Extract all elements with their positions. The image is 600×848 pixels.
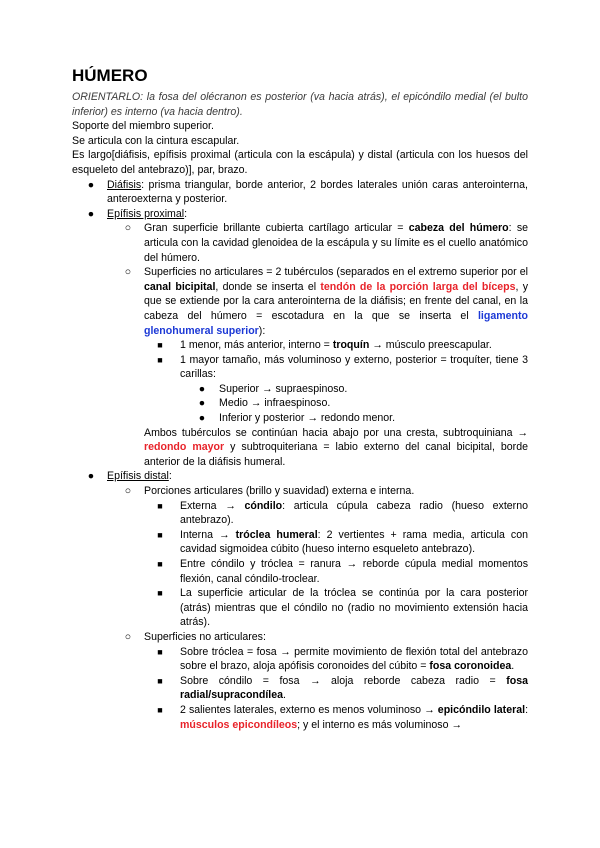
bullet-icon: ● — [87, 470, 95, 483]
diafisis-text: Diáfisis: prisma triangular, borde anterior, 2 bordes laterales unión caras anterointerna, anteroexterna y posterior. — [107, 178, 528, 206]
list-item: ○ Porciones articulares (brillo y suavidad) externa e interna. — [122, 484, 528, 499]
list-item: ■ La superficie articular de la tróclea se continúa por la cara posterior (atrás) mientras que el cóndilo no (radio no movimiento extensión hacia atrás). — [155, 586, 528, 630]
intro-line-1: Soporte del miembro superior. — [72, 120, 214, 133]
bullet-icon: ● — [87, 178, 95, 191]
circle-bullet-icon: ○ — [124, 266, 132, 279]
term-cabeza-humero: cabeza del húmero — [408, 222, 509, 235]
list-item-distal: ● Epífisis distal: — [85, 469, 528, 484]
highlight-tendon-biceps: tendón de la porción larga del bíceps — [320, 280, 516, 293]
list-item-diafisis — [85, 178, 528, 207]
document-page — [72, 66, 528, 732]
square-bullet-icon: ■ — [157, 646, 163, 657]
list-item: ○ Gran superficie brillante cubierta cartílago articular = cabeza del húmero: se articula con la cavidad glenoidea de la escápula y su límite es el cuello anatómico del húmero. — [122, 221, 528, 265]
bullet-icon: ● — [198, 397, 206, 410]
square-bullet-icon: ■ — [157, 340, 163, 351]
highlight-redondo-mayor: redondo mayor — [144, 441, 225, 454]
list-item: ■ 1 menor, más anterior, interno = troquín → músculo preescapular. — [155, 338, 528, 353]
list-item-proximal: ● Epífisis proximal: — [85, 207, 528, 222]
square-bullet-icon: ■ — [157, 704, 163, 715]
list-item: ● Medio → infraespinoso. — [198, 397, 331, 410]
square-bullet-icon: ■ — [157, 529, 163, 540]
term-troclea: tróclea humeral — [235, 528, 318, 541]
circle-bullet-icon: ○ — [124, 630, 132, 643]
bullet-icon: ● — [198, 382, 206, 395]
distal-label: Epífisis distal — [107, 470, 169, 483]
square-bullet-icon: ■ — [157, 559, 163, 569]
square-bullet-icon: ■ — [157, 675, 163, 686]
term-canal-bicipital: canal bicipital — [144, 280, 216, 293]
page-title: HÚMERO — [72, 66, 148, 85]
bullet-icon: ● — [198, 412, 206, 425]
diafisis-label: Diáfisis — [107, 178, 142, 191]
term-troquin: troquín — [332, 339, 370, 352]
list-item: ● Superior → supraespinoso. — [198, 382, 348, 395]
proximal-label: Epífisis proximal — [107, 207, 185, 220]
list-item: ■ Interna → tróclea humeral: 2 vertientes + rama media, articula con cavidad sigmoidea cúbito (hueso interno esqueleto antebrazo). — [155, 528, 528, 557]
square-bullet-icon: ■ — [157, 588, 163, 599]
list-item: ■ 2 salientes laterales, externo es menos voluminoso → epicóndilo lateral: músculos epicondíleos; y el interno es más voluminoso → — [155, 703, 528, 732]
square-bullet-icon: ■ — [157, 500, 163, 511]
term-fosa-radial: fosa radial/supracondílea — [180, 674, 528, 702]
list-item: ■ Sobre tróclea = fosa → permite movimiento de flexión total del antebrazo sobre el brazo, aloja apófisis coronoides del cúbito = fosa coronoidea. — [155, 645, 528, 674]
term-fosa-coronoidea: fosa coronoidea — [429, 660, 512, 673]
highlight-ligamento: ligamento glenohumeral superior — [144, 309, 528, 337]
bullet-icon: ● — [87, 207, 95, 220]
list-item: ■ Sobre cóndilo = fosa → aloja reborde cabeza radio = fosa radial/supracondílea. — [155, 674, 528, 703]
term-condilo: cóndilo — [244, 499, 283, 512]
list-item: ○ Superficies no articulares: — [122, 630, 528, 645]
list-item: ○ Superficies no articulares = 2 tubérculos (separados en el extremo superior por el canal bicipital, donde se inserta el tendón de la porción larga del bíceps, y que se extiende por la cara anterointerna de la diáfisis; en frente del canal, en la cabeza del húmero = escotadura en la que se inserta el ligamento glenohumeral superior): — [122, 265, 528, 338]
list-item: ■ Entre cóndilo y tróclea = ranura → reborde cúpula medial momentos flexión, canal cóndilo-troclear. — [155, 557, 528, 586]
term-epicondilo-lateral: epicóndilo lateral — [437, 703, 526, 716]
intro-line-2: Se articula con la cintura escapular. — [72, 134, 240, 147]
list-item: ● Inferior y posterior → redondo menor. — [198, 412, 396, 425]
orientation-note: ORIENTARLO: la fosa del olécranon es posterior (va hacia atrás), el epicóndilo medial (el bulto inferior) es interno (va hacia dentro). — [72, 91, 528, 118]
tuberculos-continuation: Ambos tubérculos se continúan hacia abajo por una cresta, subtroquiniana → redondo mayor y subtroquiteriana = labio externo del canal bicipital, borde anterior de la diáfisis humeral. — [144, 426, 528, 468]
list-item: ■ 1 mayor tamaño, más voluminoso y externo, posterior = troquíter, tiene 3 carillas: — [155, 353, 528, 382]
list-item: ■ Externa → cóndilo: articula cúpula cabeza radio (hueso externo antebrazo). — [155, 499, 528, 528]
intro-line-3: Es largo[diáfisis, epífisis proximal (articula con la escápula) y distal (articula con los huesos del esqueleto del antebrazo)], par, brazo. — [72, 149, 528, 176]
circle-bullet-icon: ○ — [124, 485, 132, 498]
square-bullet-icon: ■ — [157, 354, 163, 365]
highlight-musculos-epicondileos: músculos epicondíleos — [180, 718, 298, 731]
circle-bullet-icon: ○ — [124, 222, 132, 235]
